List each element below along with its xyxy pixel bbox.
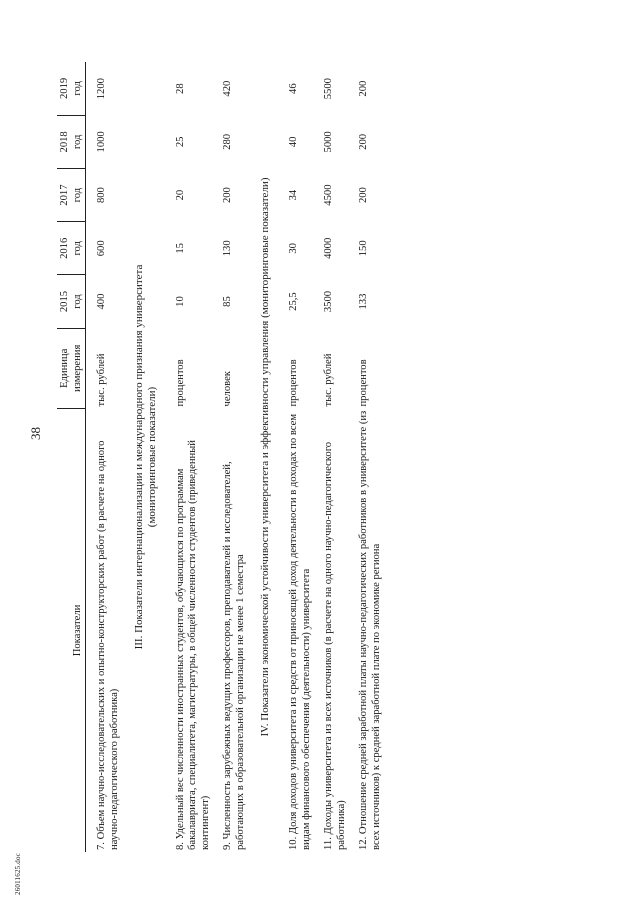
indicator-name: 10. Доля доходов университета из средств от приносящей доход деятельности в доходах по всем видам финансового обеспечения (деятельности) университета: [288, 413, 312, 850]
header-year-2019: 2019 год: [57, 62, 86, 115]
value-2017: 34: [288, 189, 300, 201]
value-2016: 600: [96, 240, 107, 257]
indicator-name: 7. Объем научно-исследовательских и опытно-конструкторских работ (в расчете на одного научно-педагогического работника): [96, 440, 120, 850]
indicator-name: 9. Численность зарубежных ведущих профессоров, преподавателей и исследователей, работающих в образовательной организации не менее 1 семестра: [222, 461, 246, 850]
header-year-2017: 2017 год: [57, 168, 86, 221]
indicator-unit: процентов: [174, 359, 186, 407]
page-number: 38: [28, 427, 43, 440]
indicator-unit: человек: [222, 371, 234, 407]
indicator-unit: процентов: [288, 359, 300, 407]
value-2017: 20: [174, 189, 186, 201]
indicator-unit: процентов: [358, 359, 370, 407]
indicator-unit: тыс. рублей: [323, 353, 335, 407]
value-2019: 28: [174, 83, 186, 94]
indicator-unit: тыс. рублей: [96, 353, 107, 407]
value-2016: 30: [288, 243, 300, 254]
header-year-2015: 2015 год: [57, 275, 86, 328]
section-heading-row: [257, 62, 278, 852]
table-row: [358, 62, 383, 852]
value-2019: 46: [288, 83, 300, 94]
table-row: [222, 62, 247, 852]
table-row: [288, 62, 313, 852]
value-2018: 200: [358, 133, 370, 150]
section-title: IV. Показатели экономической устойчивости университета и эффективности управления (мониторинговые показатели): [259, 177, 272, 737]
footer-doc-code: 26011625.doc: [14, 853, 22, 895]
table-row: [96, 62, 121, 852]
indicators-table: [57, 62, 383, 852]
value-2018: 25: [174, 136, 186, 148]
indicator-name: 12. Отношение средней заработной платы научно-педагогических работников в университете (из всех источников) к средней заработной плате по экономике региона: [358, 410, 382, 850]
value-2015: 3500: [323, 290, 335, 313]
section-heading-row: [131, 62, 165, 852]
value-2017: 4500: [323, 184, 335, 206]
value-2016: 4000: [323, 237, 335, 259]
indicator-name: 8. Удельный вес численности иностранных студентов, обучающихся по программам бакалавриата, специалитета, магистратуры, в общей численности студентов (приведенный контингент): [174, 440, 211, 850]
value-2015: 10: [174, 296, 186, 307]
value-2015: 133: [358, 293, 370, 310]
value-2015: 85: [222, 296, 234, 307]
value-2015: 400: [96, 293, 107, 310]
table-row: [323, 62, 348, 852]
value-2016: 150: [358, 240, 370, 257]
value-2017: 800: [96, 187, 107, 204]
value-2018: 280: [222, 133, 234, 150]
value-2019: 5500: [323, 78, 335, 100]
section-subtitle: (мониторинговые показатели): [145, 386, 158, 528]
header-year-2016: 2016 год: [57, 222, 86, 275]
value-2015: 25,5: [288, 292, 300, 311]
value-2016: 15: [174, 243, 186, 254]
value-2018: 1000: [96, 131, 107, 153]
indicator-name: 11. Доходы университета из всех источников (в расчете на одного научно-педагогического работника): [323, 441, 347, 850]
header-indicator: Показатели: [57, 408, 86, 852]
header-year-2018: 2018 год: [57, 115, 86, 168]
section-title: III. Показатели интернационализации и международного признания университета: [133, 264, 145, 650]
value-2019: 1200: [96, 78, 107, 100]
value-2018: 40: [288, 136, 300, 148]
value-2017: 200: [358, 187, 370, 204]
table-header-row: [57, 62, 86, 852]
value-2019: 200: [358, 80, 370, 97]
rotated-table-block: [57, 62, 617, 852]
header-unit: Единица измерения: [57, 328, 86, 408]
value-2019: 420: [222, 80, 234, 97]
value-2018: 5000: [323, 131, 335, 153]
value-2016: 130: [222, 240, 234, 257]
value-2017: 200: [222, 187, 234, 204]
table-row: [175, 62, 213, 852]
